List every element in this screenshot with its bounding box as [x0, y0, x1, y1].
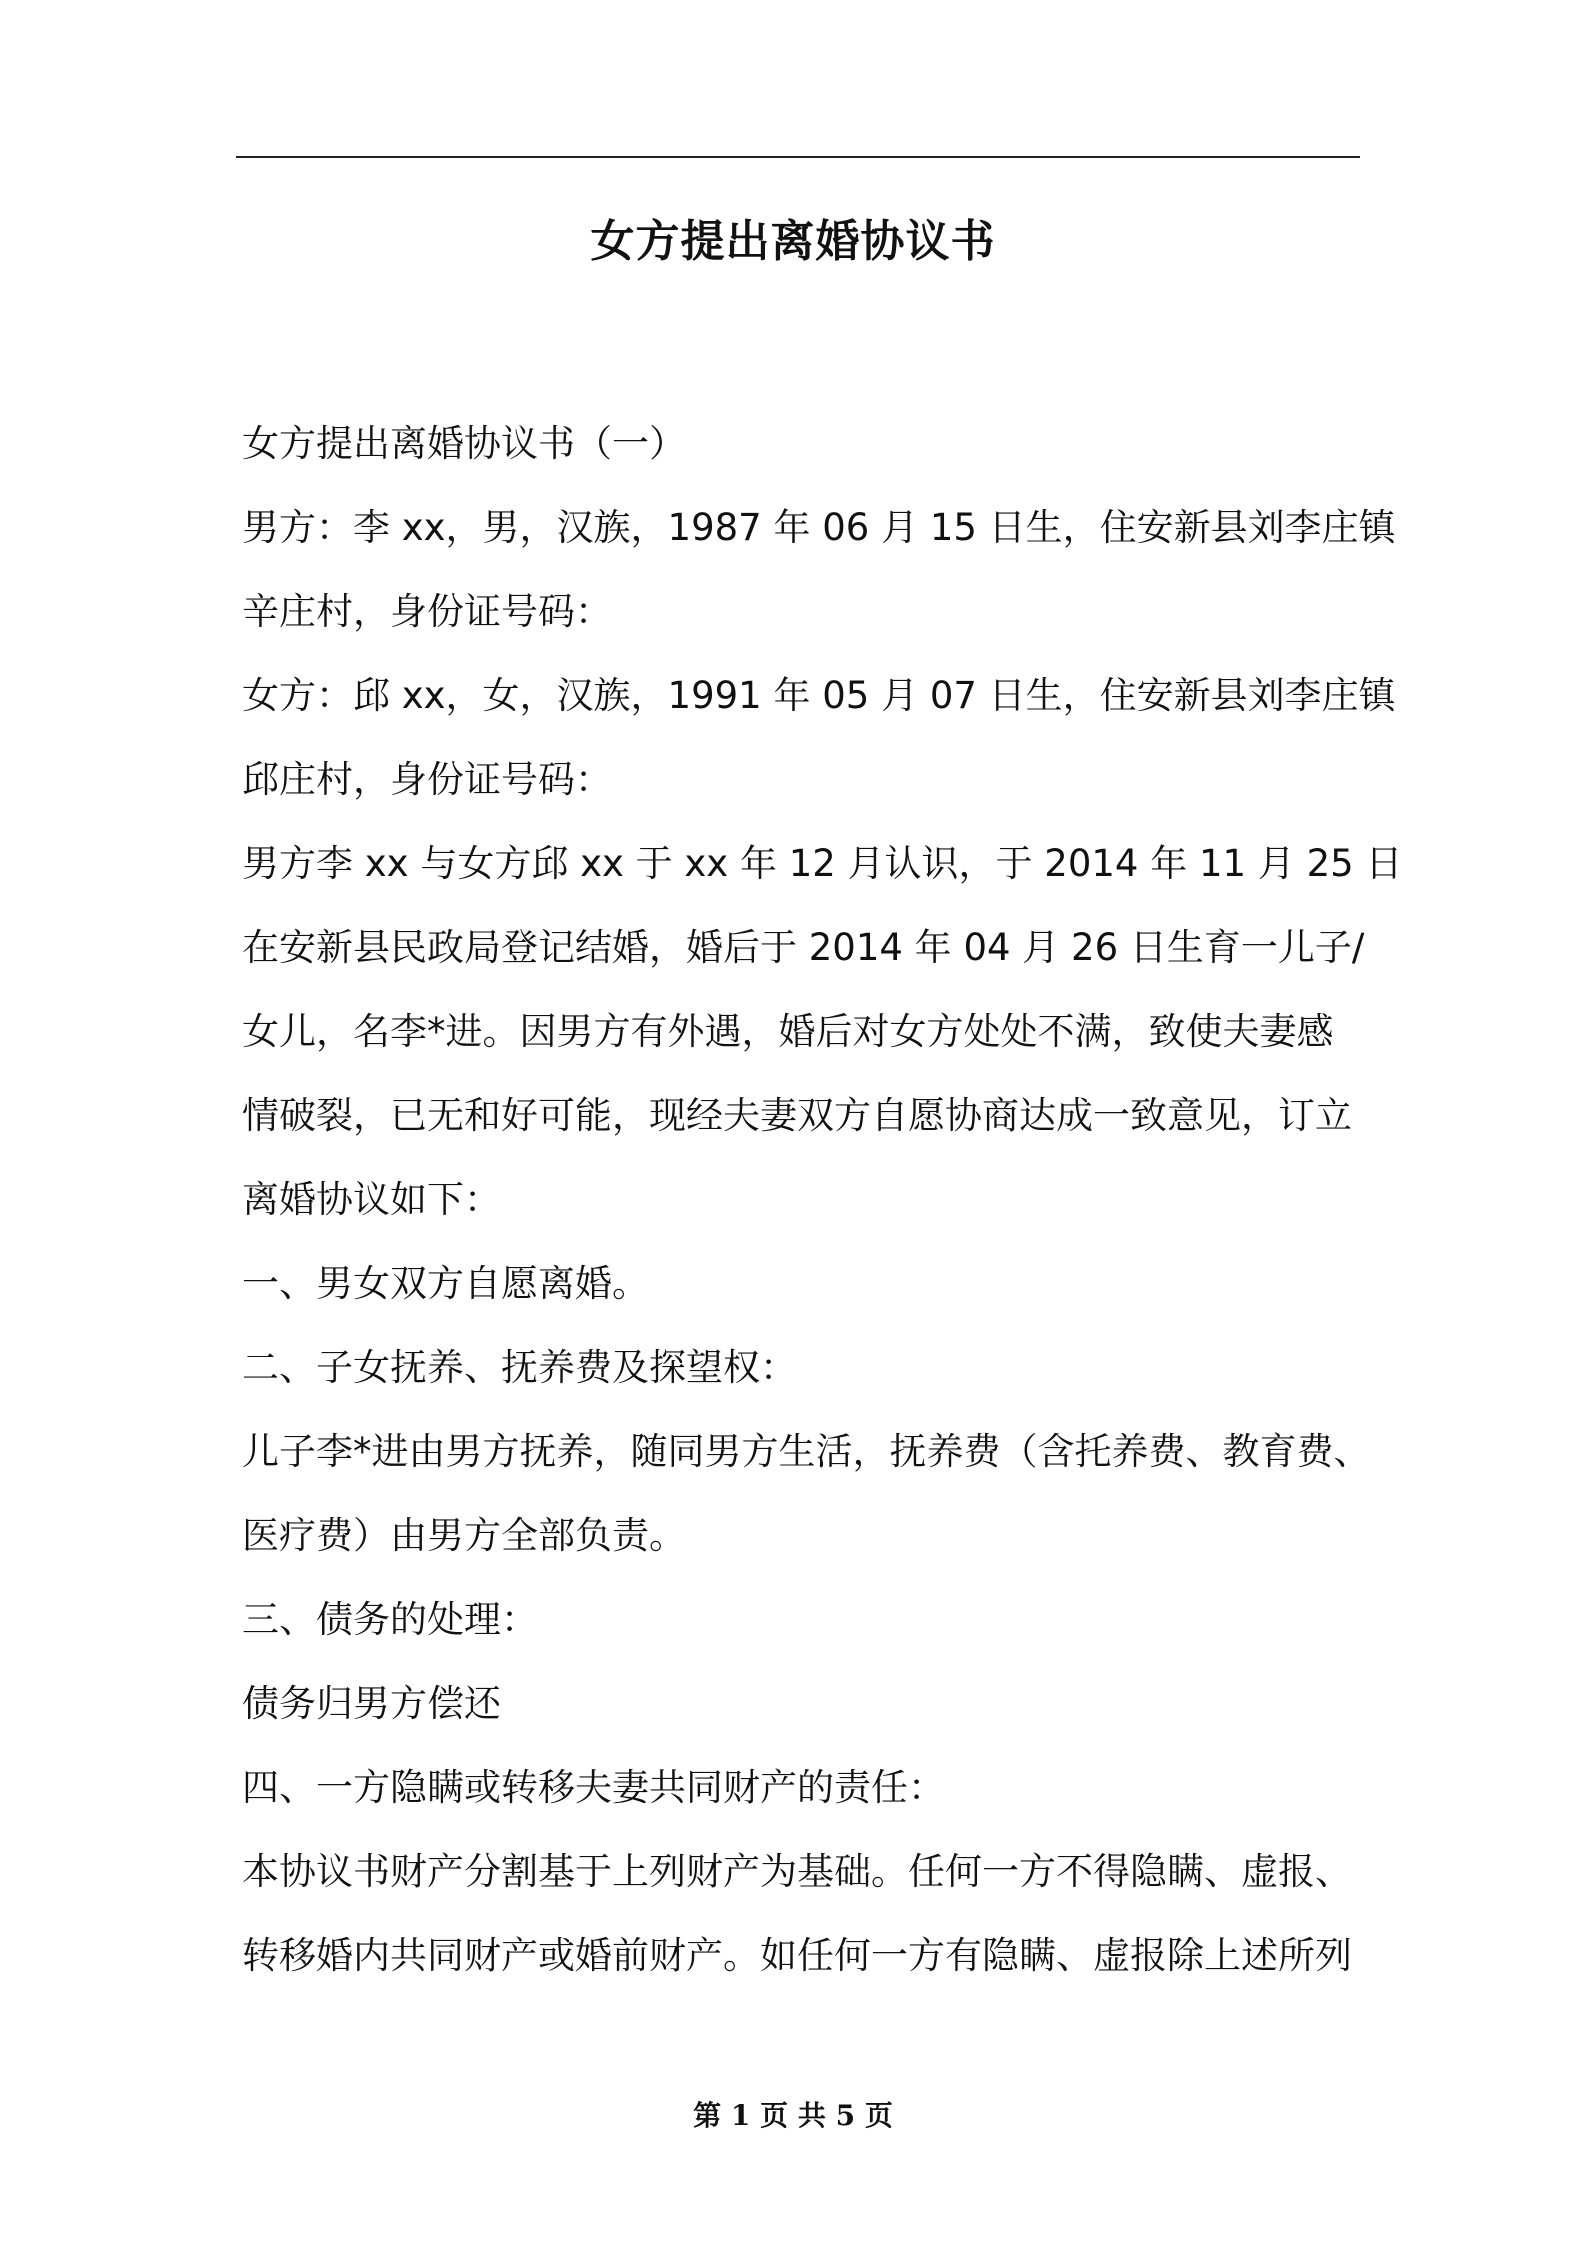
body-line: 情破裂，已无和好可能，现经夫妻双方自愿协商达成一致意见，订立	[242, 1094, 1352, 1137]
body-line: 女儿，名李*进。因男方有外遇，婚后对女方处处不满，致使夫妻感	[242, 1010, 1334, 1053]
body-line: 离婚协议如下：	[242, 1178, 501, 1221]
page-number: 第 1 页 共 5 页	[693, 2099, 893, 2132]
body-line: 儿子李*进由男方抚养，随同男方生活，抚养费（含托养费、教育费、	[242, 1430, 1371, 1473]
body-line: 男方：李 xx，男，汉族，1987 年 06 月 15 日生，住安新县刘李庄镇	[242, 506, 1396, 549]
header-divider	[236, 156, 1360, 158]
clause-heading: 二、子女抚养、抚养费及探望权：	[242, 1346, 797, 1389]
body-line: 邱庄村，身份证号码：	[242, 758, 612, 801]
body-line: 男方李 xx 与女方邱 xx 于 xx 年 12 月认识，于 2014 年 11 月 25 日	[242, 842, 1403, 885]
body-line: 转移婚内共同财产或婚前财产。如任何一方有隐瞒、虚报除上述所列	[242, 1934, 1352, 1977]
clause-heading: 三、债务的处理：	[242, 1598, 538, 1641]
body-line: 辛庄村，身份证号码：	[242, 590, 612, 633]
document-title: 女方提出离婚协议书	[590, 216, 996, 267]
document-body	[242, 402, 1403, 1998]
clause-heading: 一、男女双方自愿离婚。	[242, 1262, 649, 1305]
body-line: 本协议书财产分割基于上列财产为基础。任何一方不得隐瞒、虚报、	[242, 1850, 1352, 1893]
body-line: 债务归男方偿还	[242, 1682, 501, 1725]
clause-heading: 四、一方隐瞒或转移夫妻共同财产的责任：	[242, 1766, 945, 1809]
body-line: 在安新县民政局登记结婚，婚后于 2014 年 04 月 26 日生育一儿子/	[242, 926, 1365, 969]
section-heading: 女方提出离婚协议书（一）	[242, 422, 686, 465]
body-line: 女方：邱 xx，女，汉族，1991 年 05 月 07 日生，住安新县刘李庄镇	[242, 674, 1396, 717]
body-line: 医疗费）由男方全部负责。	[242, 1514, 686, 1557]
